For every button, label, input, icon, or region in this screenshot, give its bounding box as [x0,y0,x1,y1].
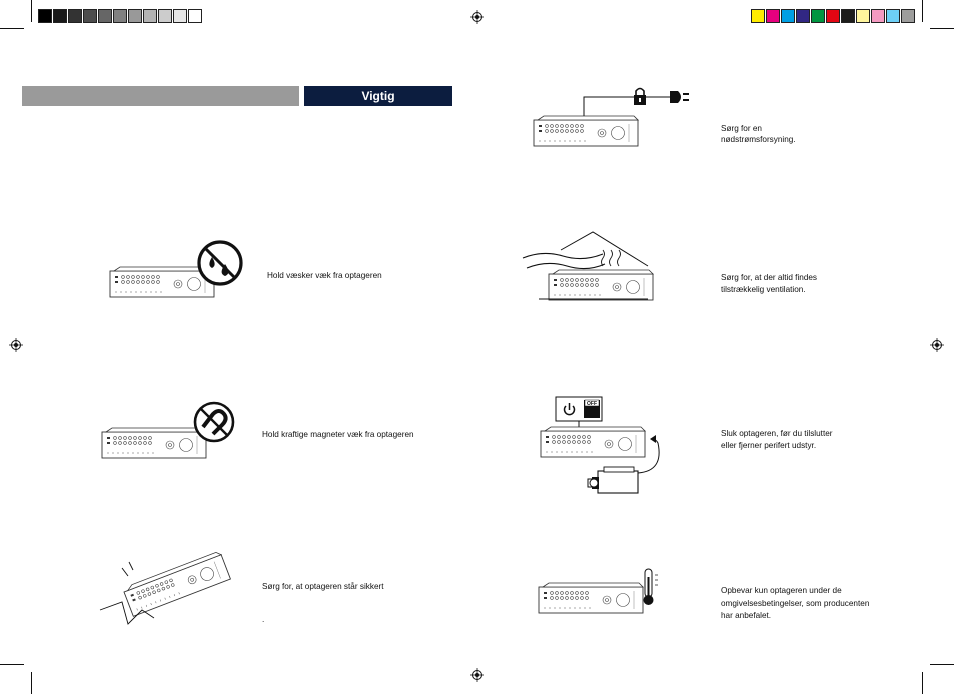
warning-text-environment-1: Opbevar kun optageren under de [721,586,842,595]
recorder-peripheral-illustration [540,395,670,505]
color-swatch [796,9,810,23]
recorder-liquids-illustration [108,238,248,300]
color-swatch [781,9,795,23]
heat-waves [602,250,621,266]
warning-text-ventilation-2: tilstrækkelig ventilation. [721,285,806,294]
lock-icon [634,89,646,106]
color-swatch [811,9,825,23]
air-flow-lines [523,253,605,268]
color-swatch [98,9,112,23]
warning-text-period: . [262,615,265,624]
color-swatch [38,9,52,23]
registration-mark [930,338,944,352]
recorder-environment-illustration [537,567,667,619]
color-swatch [751,9,765,23]
warning-text-peripheral-2: eller fjerner perifert udstyr. [721,441,817,450]
registration-mark [470,668,484,682]
no-liquids-icon [199,242,241,284]
warning-text-environment-3: har anbefalet. [721,611,772,620]
section-title: Vigtig advarselshenvisning [304,86,452,106]
no-magnet-icon [195,403,233,441]
color-swatch [83,9,97,23]
recorder-magnets-illustration [101,398,241,460]
color-swatch [143,9,157,23]
color-swatch [901,9,915,23]
warning-text-magnets: Hold kraftige magneter væk fra optageren [262,430,414,439]
section-header-bar [22,86,299,106]
color-swatch [158,9,172,23]
color-swatch [871,9,885,23]
color-swatch [113,9,127,23]
warning-text-environment-2: omgivelsesbetingelser, som producenten [721,599,870,608]
power-switch-box [556,397,602,421]
recorder-falling-illustration [98,548,228,628]
color-swatch [173,9,187,23]
warning-text-stability: Sørg for, at optageren står sikkert [262,582,384,591]
warning-text-power-2: nødstrømsforsyning. [721,135,796,144]
color-swatch [766,9,780,23]
color-swatch [128,9,142,23]
thermometer-icon [644,569,659,605]
camera-icon [588,467,638,493]
color-swatch [68,9,82,23]
off-label: OFF [587,401,597,407]
motion-lines [122,562,133,576]
warning-text-ventilation-1: Sørg for, at der altid findes [721,273,818,282]
color-swatch [826,9,840,23]
registration-mark [470,10,484,24]
registration-mark [9,338,23,352]
warning-text-power-1: Sørg for en [721,124,762,133]
color-swatch [856,9,870,23]
recorder-power-illustration [532,84,692,150]
color-swatch [886,9,900,23]
warning-text-peripheral-1: Sluk optageren, før du tilslutter [721,429,833,438]
plug-icon [670,91,689,103]
color-swatch [53,9,67,23]
warning-text-liquids: Hold væsker væk fra optageren [267,271,382,280]
recorder-ventilation-illustration [521,228,651,302]
color-swatch [841,9,855,23]
color-swatch [188,9,202,23]
